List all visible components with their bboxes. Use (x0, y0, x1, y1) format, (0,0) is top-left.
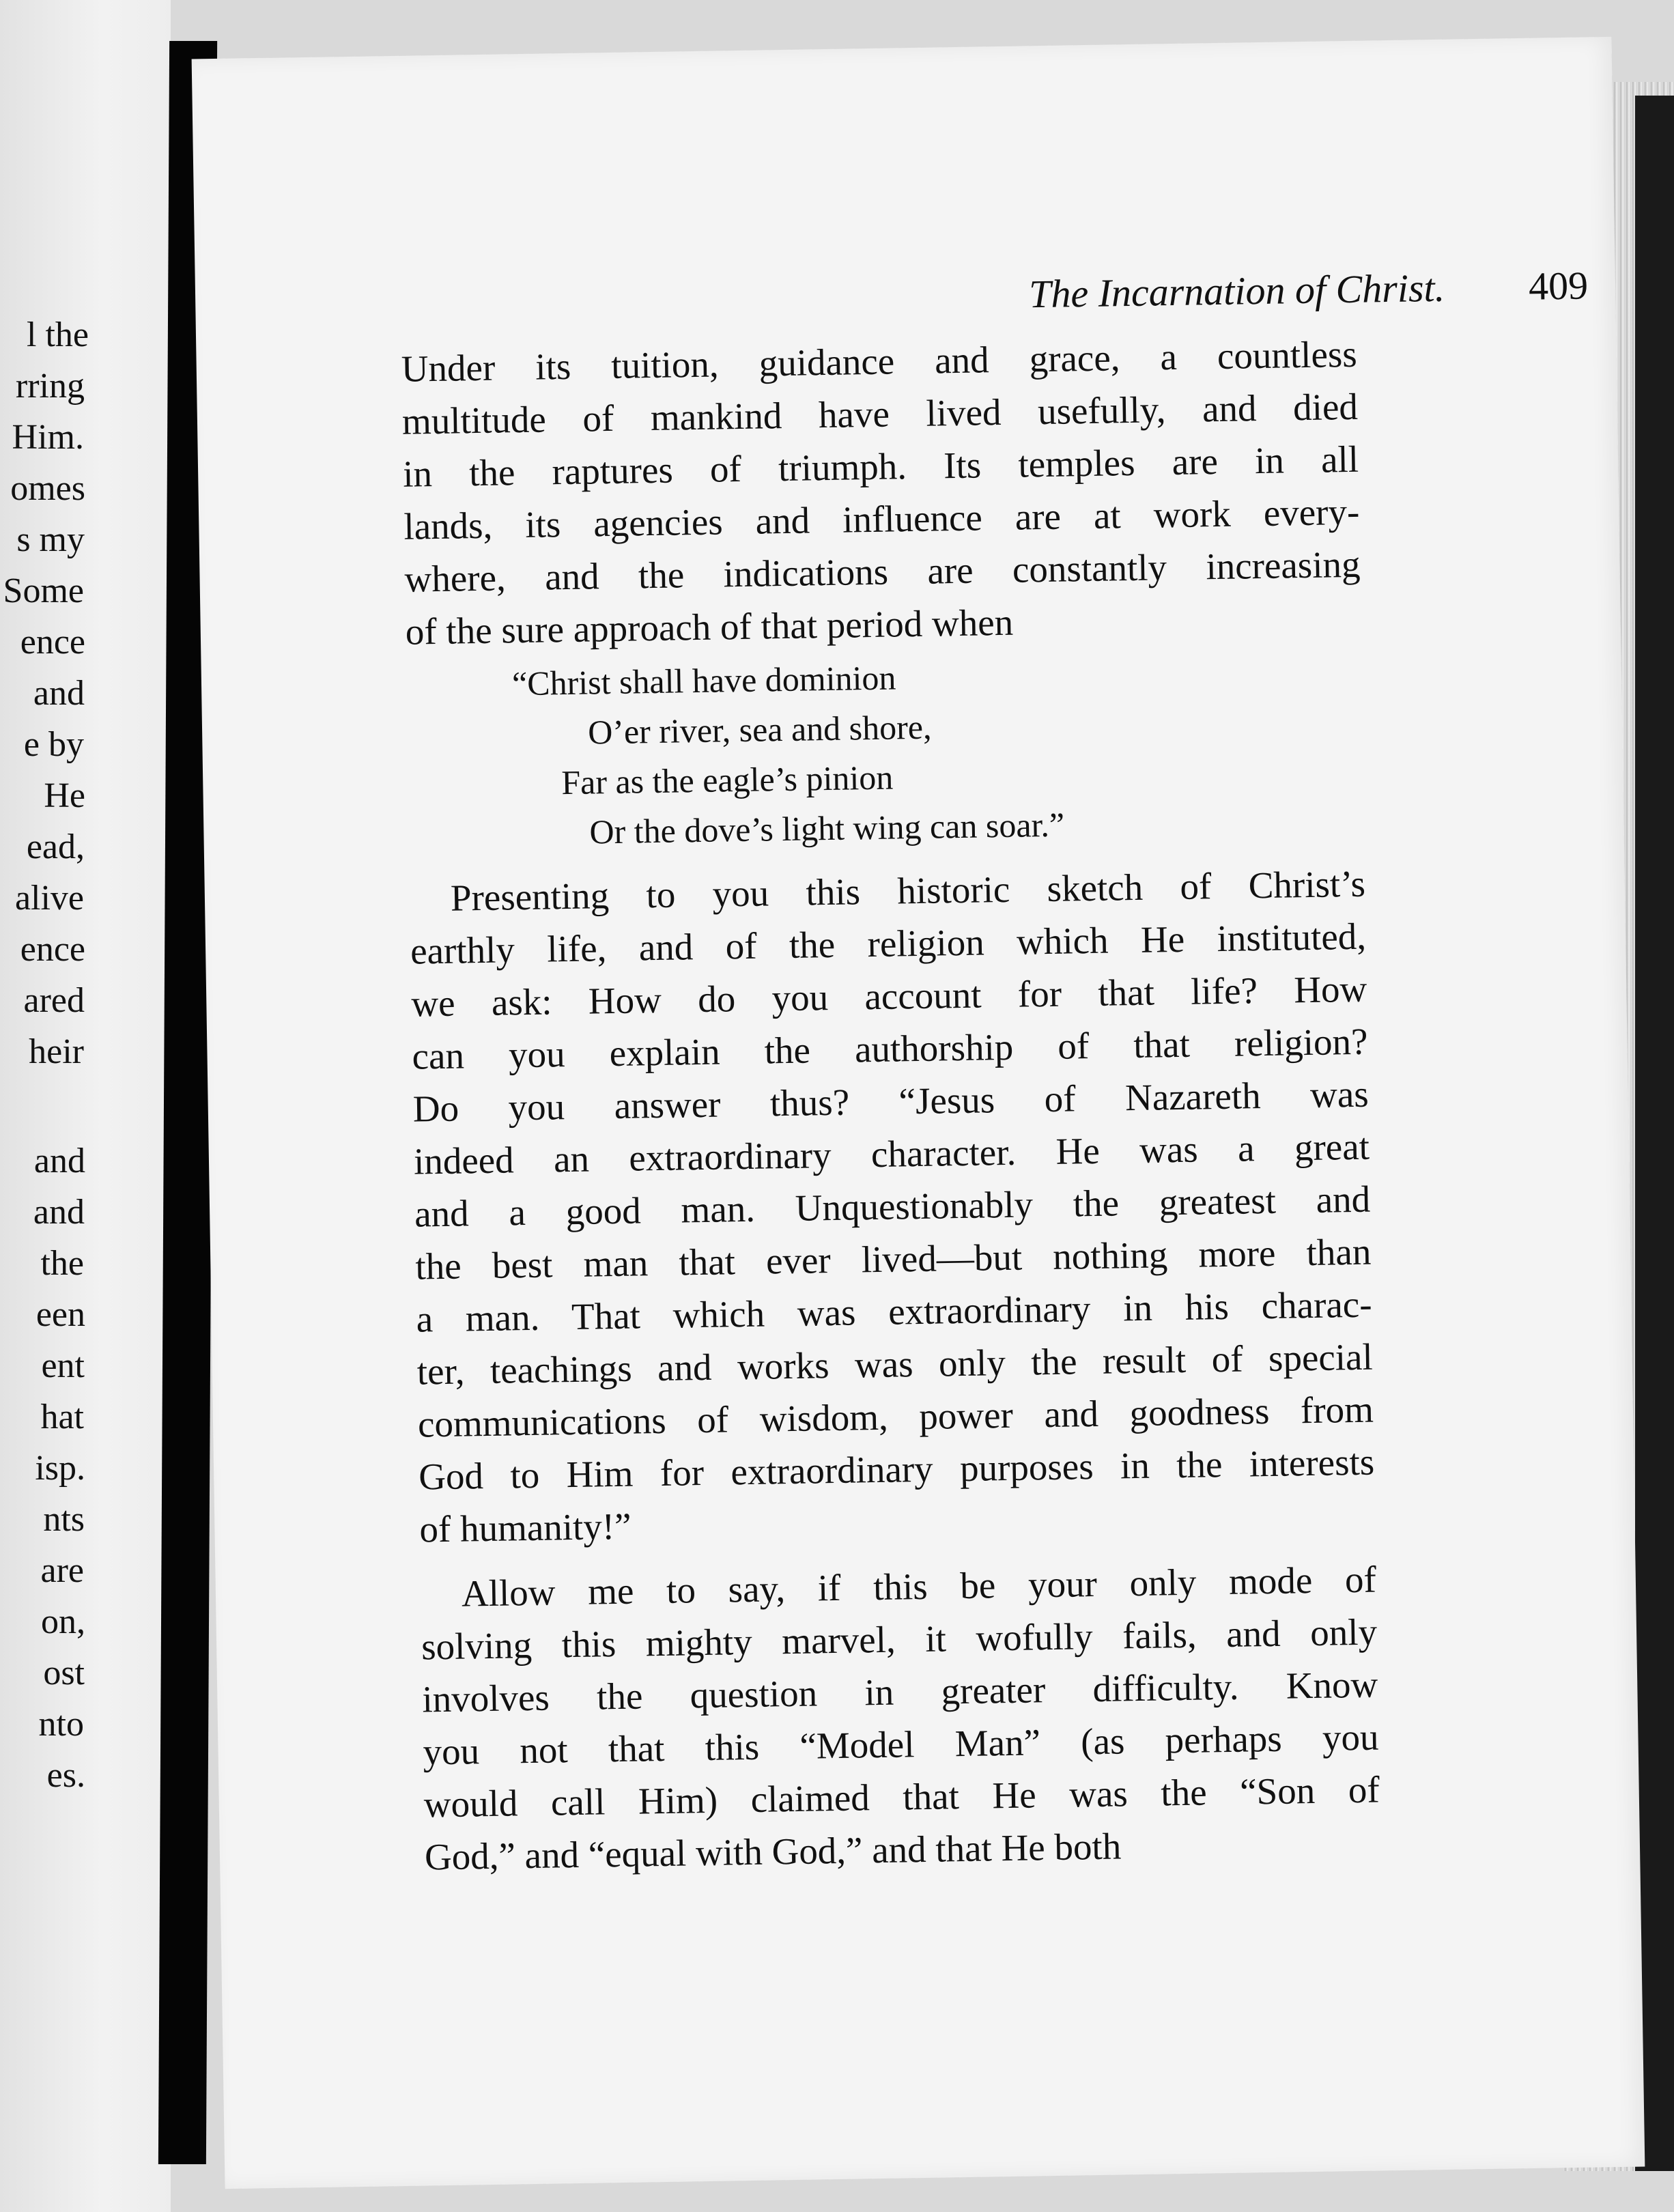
text-line: God,” and “equal with God,” and that He both (424, 1825, 1122, 1878)
left-page-line: nts (43, 1500, 85, 1539)
poem-line: Far as the eagle’s pinion (561, 758, 894, 802)
text-line: where, and the indications are constantly increasing (404, 543, 1361, 600)
page-number: 409 (1528, 263, 1589, 309)
left-page-fragment (0, 0, 171, 2212)
text-line: of humanity!” (419, 1505, 632, 1550)
left-page-line: ared (23, 981, 85, 1020)
text-line: we ask: How do you account for that life? How (410, 967, 1367, 1025)
text-line: Presenting to you this historic sketch of Christ’s (450, 862, 1366, 919)
left-page-line: l the (27, 315, 89, 354)
left-page-line: nto (38, 1705, 84, 1744)
text-line: multitude of mankind have lived usefully, and died (401, 385, 1359, 442)
text-line: ter, teachings and works was only the result of special (416, 1335, 1374, 1393)
paragraph-2 (409, 857, 1376, 1556)
running-head (625, 262, 1602, 332)
left-page-line: isp. (35, 1449, 85, 1488)
left-page-line: e by (23, 725, 84, 764)
text-line: Do you answer thus? “Jesus of Nazareth was (412, 1073, 1370, 1130)
left-page-line: hat (40, 1398, 84, 1436)
left-page-line: and (33, 1193, 85, 1232)
poem-line: Or the dove’s light wing can soar.” (589, 805, 1065, 851)
page-edges-shadow (1635, 96, 1674, 2171)
left-page-line: Some (3, 571, 84, 610)
left-page-line: Him. (12, 418, 84, 457)
paragraph-3 (420, 1553, 1380, 1884)
left-page-line: rring (15, 367, 85, 406)
running-title: The Incarnation of Christ. (1028, 265, 1445, 317)
left-page-line: and (33, 1142, 85, 1180)
paragraph-1 (401, 328, 1361, 658)
text-line: Under its tuition, guidance and grace, a countless (401, 332, 1358, 390)
text-line: lands, its agencies and influence are at work every- (403, 490, 1360, 548)
left-page-line: and (33, 674, 85, 713)
left-page-line: He (44, 776, 85, 815)
text-line: earthly life, and of the religion which He instituted, (410, 915, 1367, 972)
text-line: God to Him for extraordinary purposes in the interests (418, 1441, 1375, 1498)
left-page-line: alive (14, 879, 84, 918)
text-line: would call Him) claimed that He was the “Son of (423, 1768, 1380, 1826)
body-text (401, 328, 1380, 1884)
book-page (192, 37, 1645, 2189)
left-page-line: ost (43, 1654, 85, 1692)
text-line: Allow me to say, if this be your only mode of (461, 1558, 1377, 1615)
text-line: solving this mighty marvel, it wofully fails, and only (421, 1611, 1378, 1668)
left-page-line: s my (16, 520, 85, 559)
left-page-line: are (40, 1551, 84, 1590)
text-line: in the raptures of triumph. Its temples are in all (402, 438, 1359, 495)
poem-line: “Christ shall have dominion (511, 658, 896, 703)
left-page-line: heir (29, 1032, 84, 1071)
text-line: can you explain the authorship of that religion? (412, 1020, 1368, 1077)
text-line: of the sure approach of that period when (405, 601, 1014, 653)
left-page-line: ence (20, 623, 85, 662)
left-page-line: ead, (26, 827, 85, 866)
text-line: indeed an extraordinary character. He was a great (413, 1125, 1370, 1182)
left-page-line: the (40, 1244, 84, 1283)
left-page-line: on, (41, 1602, 85, 1641)
text-line: communications of wisdom, power and goodness from (417, 1388, 1374, 1445)
poem-line: O’er river, sea and shore, (587, 707, 932, 752)
text-line: and a good man. Unquestionably the greatest and (414, 1178, 1371, 1235)
left-page-line: omes (10, 469, 85, 508)
text-line: the best man that ever lived—but nothing more than (414, 1230, 1372, 1288)
left-page-line: een (36, 1295, 85, 1334)
left-page-line: ent (41, 1346, 85, 1385)
text-line: involves the question in greater difficulty. Know (421, 1663, 1378, 1720)
text-line: you not that this “Model Man” (as perhaps you (423, 1716, 1379, 1773)
poem-quotation (406, 646, 1365, 860)
text-line: a man. That which was extraordinary in his charac- (416, 1283, 1372, 1340)
left-page-line: es. (46, 1756, 85, 1795)
left-page-line: ence (20, 930, 85, 969)
